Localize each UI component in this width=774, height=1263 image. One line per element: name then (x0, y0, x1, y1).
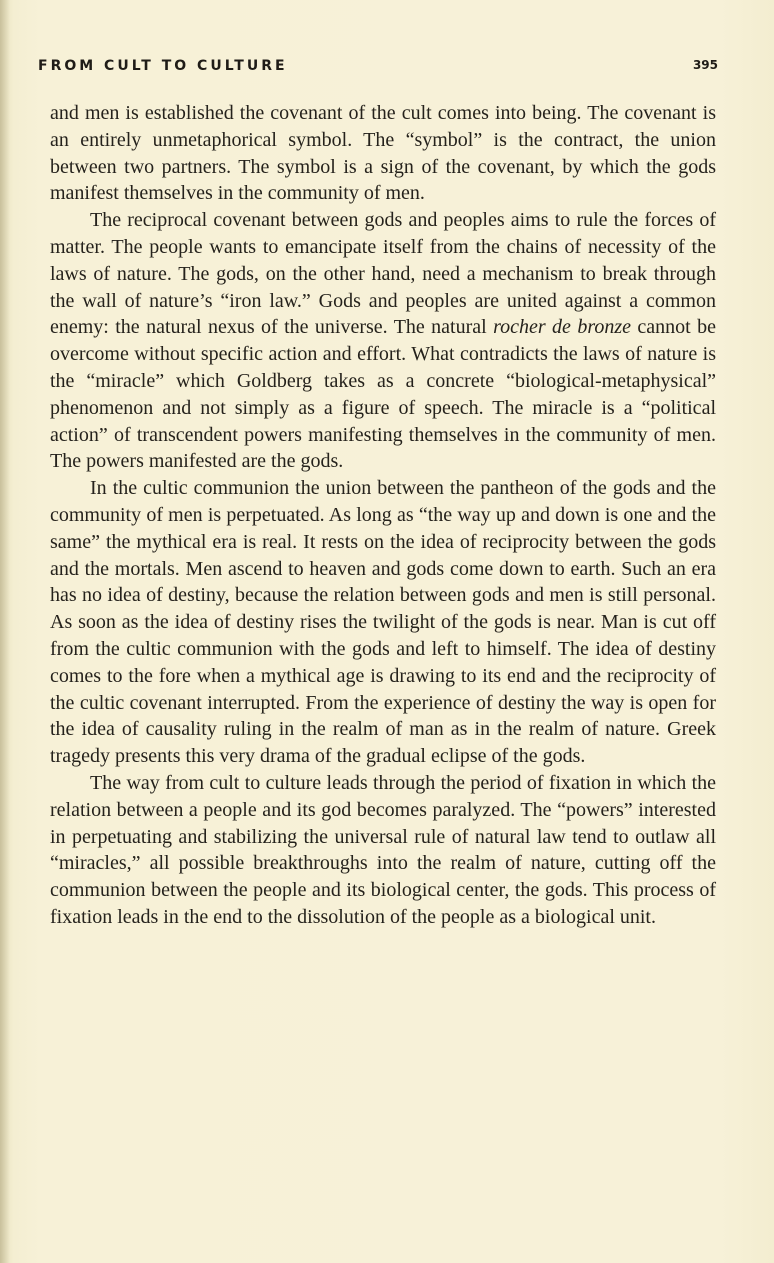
page-gutter-shadow (0, 0, 10, 1263)
body-text (50, 100, 716, 931)
paragraph-3: In the cultic communion the union between the pantheon of the gods and the community of men is perpetuated. As long as “the way up and down is one and the same” the mythical era is real. It rests on the idea of reciprocity between the gods and the mortals. Men ascend to heaven and gods come down to earth. Such an era has no idea of destiny, because the relation between gods and men is still personal. As soon as the idea of destiny rises the twilight of the gods is near. Man is cut off from the cultic communion with the gods and left to himself. The idea of destiny comes to the fore when a mythical age is drawing to its end and the reciprocity of the cultic covenant interrupted. From the experience of destiny the way is open for the idea of causality ruling in the realm of man as in the realm of nature. Greek tragedy presents this very drama of the gradual eclipse of the gods. (50, 477, 716, 768)
paragraph-2-italic-phrase: rocher de bronze (493, 316, 632, 339)
running-head (38, 58, 718, 80)
paragraph-1: and men is established the covenant of the cult comes into being. The covenant is an entirely unmetaphorical symbol. The “symbol” is the contract, the union between two partners. The symbol is a sign of the covenant, by which the gods manifest themselves in the community of men. (50, 102, 716, 205)
paragraph-2 (50, 207, 716, 475)
paragraph-4: The way from cult to culture leads through the period of fixation in which the relation between a people and its god becomes paralyzed. The “powers” interested in perpetuating and stabilizing the universal rule of natural law tend to outlaw all “miracles,” all possible breakthroughs into the realm of nature, cutting off the communion between the people and its biological center, the gods. This process of fixation leads in the end to the dissolution of the people as a biological unit. (50, 771, 716, 928)
page-number: 395 (692, 58, 718, 72)
paragraph-2-text-before: The reciprocal covenant between gods and peoples aims to rule the forces of matter. The people wants to emancipate itself from the chains of necessity of the laws of nature. The gods, on the other hand, need a mechanism to break through the wall of nature’s “iron law.” Gods and peoples are united against a common enemy: the natural nexus of the universe. The natural (50, 209, 716, 339)
paragraph-2-text-after: cannot be overcome without specific action and effort. What contradicts the laws of nature is the “miracle” which Goldberg takes as a concrete “biological-metaphysical” phenomenon and not simply as a figure of speech. The miracle is a “political action” of transcendent powers manifesting themselves in the community of men. The powers manifested are the gods. (50, 316, 716, 473)
running-head-title: FROM CULT TO CULTURE (38, 58, 288, 74)
